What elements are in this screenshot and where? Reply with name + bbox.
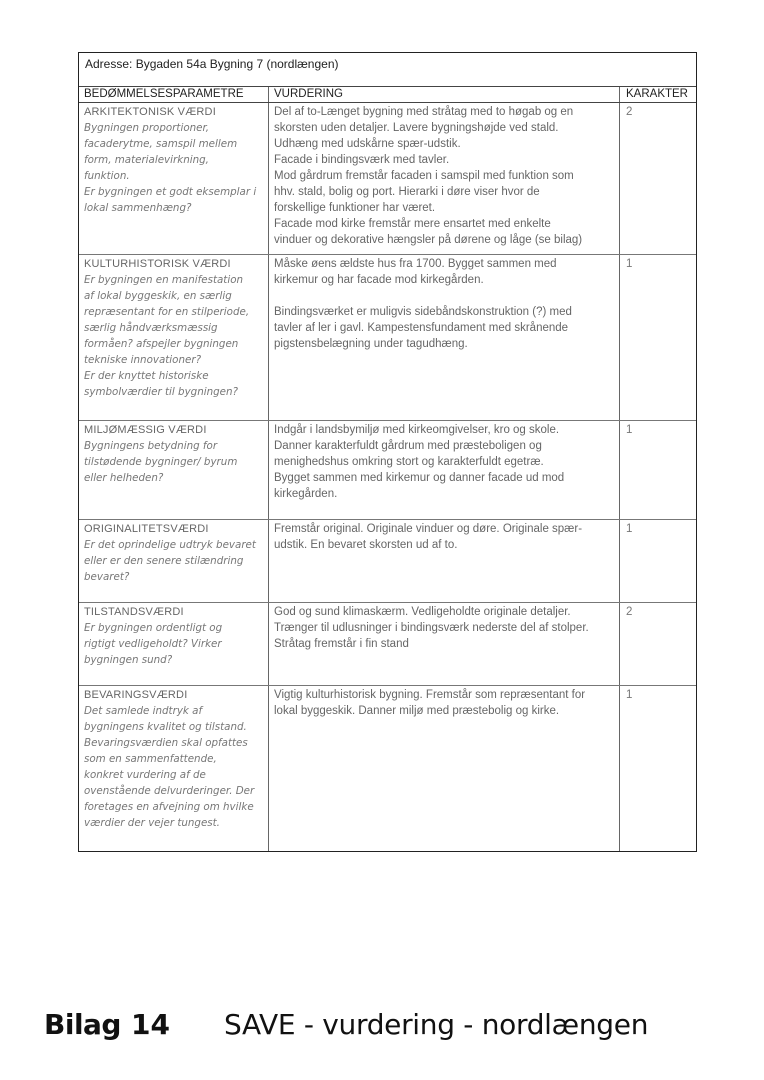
grade-value: 1: [626, 258, 633, 270]
parameter-description: Det samlede indtryk af bygningens kvalitet og tilstand. Bevaringsværdien skal opfattes som en sammenfattende, konkret vurdering af de ovenstående delvurderinger. Der foretages en afvejning om hvilke værdier der vejer tungest.: [84, 705, 255, 829]
table-row-bevaring: [79, 686, 696, 851]
parameter-description: Er bygningen en manifestation af lokal byggeskik, en særlig repræsentant for en stilperiode, særlig håndværksmæssig formåen? afspejler bygningen tekniske innovationer? Er der knyttet historiske symbolværdier til bygningen?: [84, 274, 250, 398]
footer-title: SAVE - vurdering - nordlængen: [223, 1008, 649, 1041]
evaluation-cell: [269, 603, 620, 685]
header-grade: KARAKTER: [626, 88, 688, 100]
grade-cell: [620, 255, 696, 420]
grade-value: 1: [626, 689, 633, 701]
evaluation-text: Måske øens ældste hus fra 1700. Bygget sammen med kirkemur og har facade mod kirkegården. Bindingsværket er muligvis sidebåndskonstruktion (?) med tavler af ler i gavl. Kampestensfundament med skrånende pigstensbelægning under tagudhæng.: [274, 258, 572, 350]
evaluation-text: Vigtig kulturhistorisk bygning. Fremstår som repræsentant for lokal byggeskik. Danner miljø med præstebolig og kirke.: [274, 689, 586, 717]
grade-value: 1: [626, 523, 633, 535]
parameter-title: ARKITEKTONISK VÆRDI: [84, 106, 216, 118]
parameter-title: TILSTANDSVÆRDI: [84, 606, 184, 618]
parameter-cell: [79, 603, 269, 685]
parameter-description: Bygningens betydning for tilstødende bygninger/ byrum eller helheden?: [84, 440, 238, 484]
evaluation-text: God og sund klimaskærm. Vedligeholdte originale detaljer. Trænger til udlusninger i bindingsværk nederste del af stolper. Stråtag fremstår i fin stand: [274, 606, 589, 650]
parameter-description: Bygningen proportioner, facaderytme, samspil mellem form, materialevirkning, funktion. Er bygningen et godt eksemplar i lokal sammenhæng?: [84, 122, 257, 214]
evaluation-cell: [269, 520, 620, 602]
address-row: Adresse: Bygaden 54a Bygning 7 (nordlængen): [79, 53, 696, 87]
grade-cell: [620, 103, 696, 254]
evaluation-cell: [269, 686, 620, 851]
header-evaluation: VURDERING: [269, 87, 620, 102]
grade-value: 2: [626, 106, 633, 118]
evaluation-text: Indgår i landsbymiljø med kirkeomgivelser, kro og skole. Danner karakterfuldt gårdrum med præsteboligen og menighedshus omkring stort og karakterfuldt egetræ. Bygget sammen med kirkemur og danner facade ud mod kirkegården.: [274, 424, 565, 500]
parameter-description: Er bygningen ordentligt og rigtigt vedligeholdt? Virker bygningen sund?: [84, 622, 223, 666]
table-row-originalitet: [79, 520, 696, 603]
parameter-title: KULTURHISTORISK VÆRDI: [84, 258, 231, 270]
appendix-label: Bilag: [44, 1008, 121, 1041]
grade-cell: [620, 421, 696, 519]
table-row-kulturhistorisk: [79, 255, 696, 421]
table-row-arkitektonisk: [79, 103, 696, 255]
parameter-cell: [79, 520, 269, 602]
grade-cell: [620, 686, 696, 851]
evaluation-cell: [269, 255, 620, 420]
grade-cell: [620, 603, 696, 685]
grade-value: 1: [626, 424, 633, 436]
parameter-cell: [79, 421, 269, 519]
grade-value: 2: [626, 606, 633, 618]
evaluation-cell: [269, 421, 620, 519]
parameter-cell: [79, 686, 269, 851]
evaluation-text: Fremstår original. Originale vinduer og døre. Originale spær- udstik. En bevaret skorsten ud af to.: [274, 523, 583, 551]
table-row-tilstand: [79, 603, 696, 686]
parameter-title: ORIGINALITETSVÆRDI: [84, 523, 209, 535]
parameter-title: MILJØMÆSSIG VÆRDI: [84, 424, 207, 436]
parameter-cell: [79, 103, 269, 254]
page-footer: [44, 1008, 648, 1041]
grade-cell: [620, 520, 696, 602]
table-row-miljoemaessig: [79, 421, 696, 520]
parameter-cell: [79, 255, 269, 420]
header-parameter: BEDØMMELSESPARAMETRE: [79, 87, 269, 102]
evaluation-text: Del af to-Længet bygning med stråtag med to høgab og en skorsten uden detaljer. Lavere bygningshøjde ved stald. Udhæng med udskårne spær-udstik. Facade i bindingsværk med tavler. Mod gårdrum fremstår facaden i samspil med funktion som hhv. stald, bolig og port. Hierarki i døre viser hvor de forskellige funktioner har været. Facade mod kirke fremstår mere ensartet med enkelte vinduer og dekorative hængsler på dørene og låge (se bilag): [274, 106, 583, 246]
appendix-number: 14: [130, 1008, 170, 1041]
evaluation-cell: [269, 103, 620, 254]
parameter-title: BEVARINGSVÆRDI: [84, 689, 188, 701]
parameter-description: Er det oprindelige udtryk bevaret eller er den senere stilændring bevaret?: [84, 539, 256, 583]
table-header-row: [79, 87, 696, 103]
save-assessment-table: [78, 52, 697, 852]
